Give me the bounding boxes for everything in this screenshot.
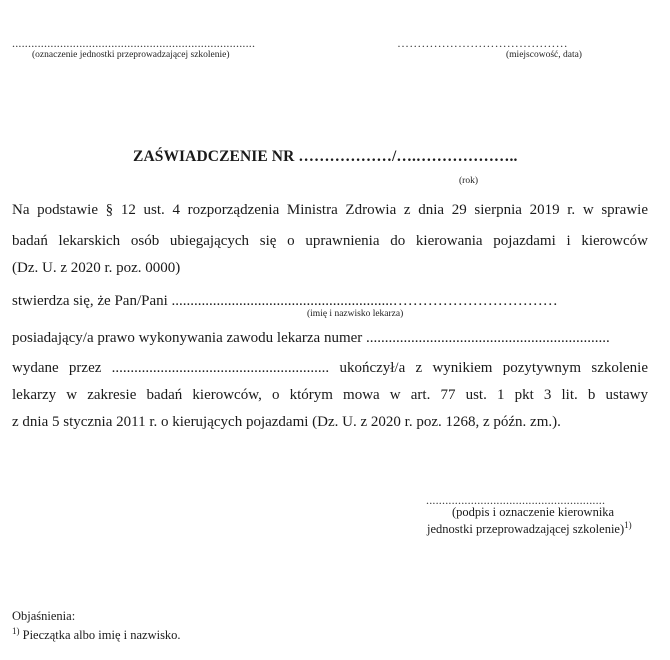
issuing-unit-dots: ............................................................................ <box>12 36 256 50</box>
issuing-unit-caption: (oznaczenie jednostki przeprowadzającej szkolenie) <box>32 50 230 60</box>
place-date-caption: (miejscowość, data) <box>506 50 582 60</box>
signature-caption-2 <box>427 519 632 537</box>
legal-basis-line-3: (Dz. U. z 2020 r. poz. 0000) <box>12 260 181 276</box>
signature-footnote-mark: 1) <box>624 519 632 530</box>
explanations-heading: Objaśnienia: <box>12 609 76 623</box>
place-date-dots: …………………………………… <box>397 36 568 50</box>
certificate-title: ZAŚWIADCZENIE NR ………………/….……………….. <box>133 148 518 165</box>
license-number-field: posiadający/a prawo wykonywania zawodu lekarza numer ................................................................. <box>12 330 610 346</box>
issued-by-line: wydane przez .......................................................... ukończył/a z wynikiem pozytywnym szkolenie <box>12 360 648 376</box>
footnote-1-text: Pieczątka albo imię i nazwisko. <box>19 628 181 642</box>
legal-basis-line-1: Na podstawie § 12 ust. 4 rozporządzenia Ministra Zdrowia z dnia 29 sierpnia 2019 r. w sprawie <box>12 202 648 218</box>
signature-dots: ........................................................ <box>426 493 606 507</box>
footnote-1-mark: 1) <box>12 625 20 636</box>
act-reference-line: z dnia 5 stycznia 2011 r. o kierujących pojazdami (Dz. U. z 2020 r. poz. 1268, z późn. zm.). <box>12 414 561 430</box>
training-scope-line: lekarzy w zakresie badań kierowców, o którym mowa w art. 77 ust. 1 pkt 3 lit. b ustawy <box>12 387 648 403</box>
legal-basis-line-2: badań lekarskich osób ubiegających się o uprawnienia do kierowania pojazdami i kierowców <box>12 233 648 249</box>
signature-caption-2-text: jednostki przeprowadzającej szkolenie) <box>427 522 625 536</box>
doctor-name-caption: (imię i nazwisko lekarza) <box>307 309 404 319</box>
footnote-1 <box>12 625 181 643</box>
year-caption: (rok) <box>459 176 478 186</box>
signature-caption-1: (podpis i oznaczenie kierownika <box>452 505 615 519</box>
doctor-name-field: stwierdza się, że Pan/Pani ...........................................................…………………………… <box>12 293 558 309</box>
